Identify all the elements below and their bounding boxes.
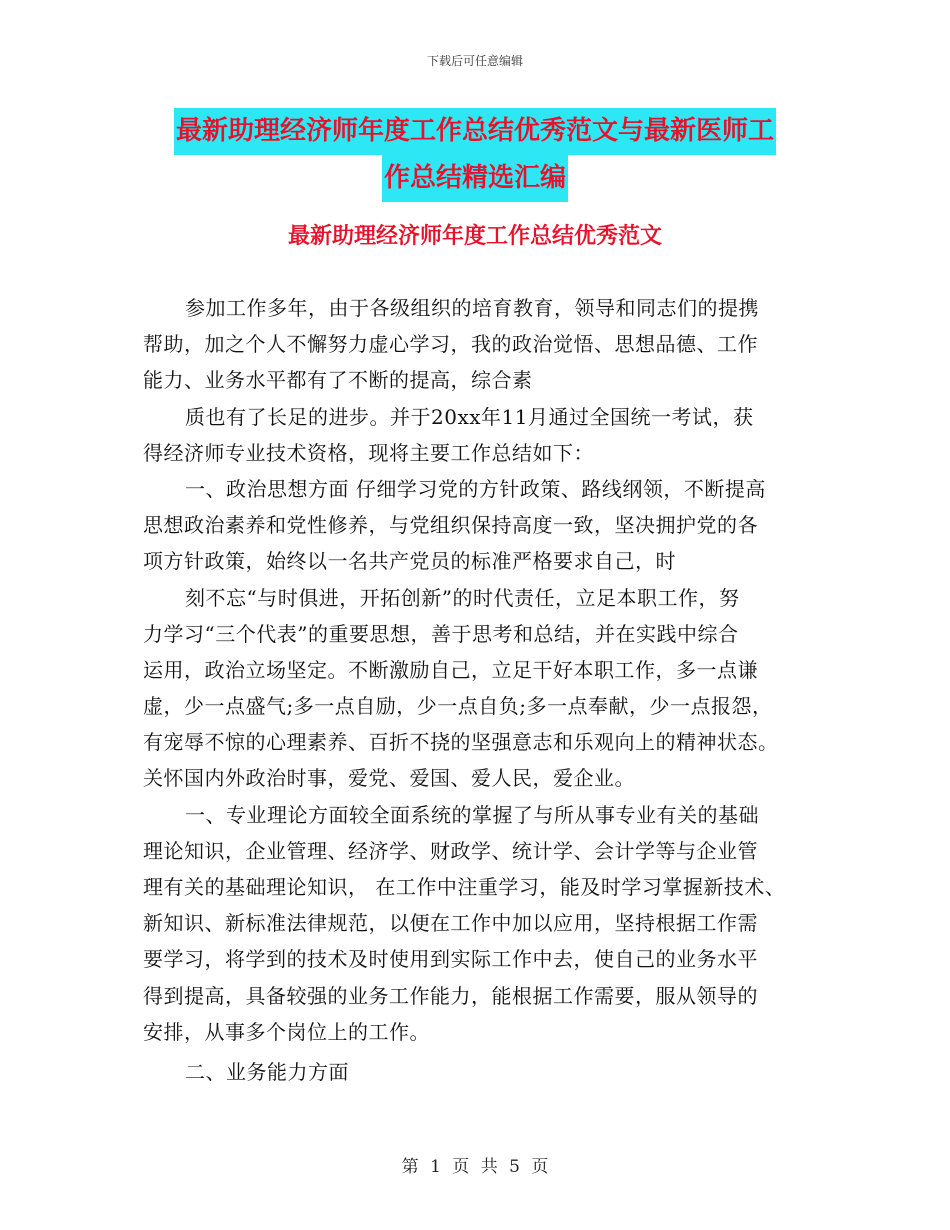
text-line: 关怀国内外政治时事，爱党、爱国、爱人民，爱企业。 [143, 766, 635, 791]
text-line: 帮助，加之个人不懈努力虚心学习，我的政治觉悟、思想品德、工作 [143, 332, 758, 357]
text-line: 参加工作多年，由于各级组织的培育教育，领导和同志们的提携 [185, 296, 759, 320]
paragraph-political-continued [143, 580, 833, 797]
page-header-note: 下载后可任意编辑 [426, 54, 523, 68]
page-number-footer: 第 1 页 共 5 页 [401, 1157, 549, 1177]
paragraph-business-ability [143, 1054, 833, 1090]
text-line: 一、政治思想方面 仔细学习党的方针政策、路线纲领，不断提高 [185, 476, 766, 501]
text-line: 思想政治素养和党性修养，与党组织保持高度一致，坚决拥护党的各 [143, 513, 758, 538]
document-title [0, 108, 950, 202]
text-line: 有宠辱不惊的心理素养、百折不挠的坚强意志和乐观向上的精神状态。 [143, 730, 779, 755]
text-line: 能力、业务水平都有了不断的提高，综合素 [143, 368, 533, 393]
text-line: 二、业务能力方面 [185, 1059, 349, 1084]
text-line: 得经济师专业技术资格，现将主要工作总结如下： [143, 440, 594, 465]
text-line: 理论知识，企业管理、经济学、财政学、统计学、会计学等与企业管 [143, 838, 758, 863]
text-line: 新知识、新标准法律规范，以便在工作中加以应用，坚持根据工作需 [143, 911, 758, 936]
document-title-line-2: 作总结精选汇编 [382, 155, 568, 202]
section-heading: 最新助理经济师年度工作总结优秀范文 [287, 224, 662, 249]
text-line: 安排，从事多个岗位上的工作。 [143, 1019, 430, 1044]
paragraph-political [143, 471, 833, 580]
text-line: 项方针政策，始终以一名共产党员的标准严格要求自己，时 [143, 549, 676, 574]
document-body [143, 290, 833, 1090]
paragraph-intro [143, 290, 833, 399]
paragraph-qualification [143, 399, 833, 471]
text-line: 理有关的基础理论知识， 在工作中注重学习，能及时学习掌握新技术、 [143, 875, 786, 899]
paragraph-professional-theory [143, 797, 833, 1050]
text-line: 质也有了长足的进步。并于20xx年11月通过全国统一考试，获 [185, 404, 754, 429]
text-line: 刻不忘“与时俱进，开拓创新”的时代责任，立足本职工作，努 [185, 585, 740, 610]
text-line: 得到提高，具备较强的业务工作能力，能根据工作需要，服从领导的 [143, 983, 758, 1008]
text-line: 虚，少一点盛气;多一点自励，少一点自负;多一点奉献，少一点报怨， [143, 694, 773, 719]
text-line: 一、专业理论方面较全面系统的掌握了与所从事专业有关的基础 [185, 802, 759, 827]
document-title-line-1: 最新助理经济师年度工作总结优秀范文与最新医师工 [174, 108, 776, 155]
text-line: 运用，政治立场坚定。不断激励自己，立足干好本职工作，多一点谦 [143, 657, 758, 682]
text-line: 要学习，将学到的技术及时使用到实际工作中去，使自己的业务水平 [143, 947, 758, 972]
text-line: 力学习“三个代表”的重要思想，善于思考和总结，并在实践中综合 [143, 621, 739, 646]
